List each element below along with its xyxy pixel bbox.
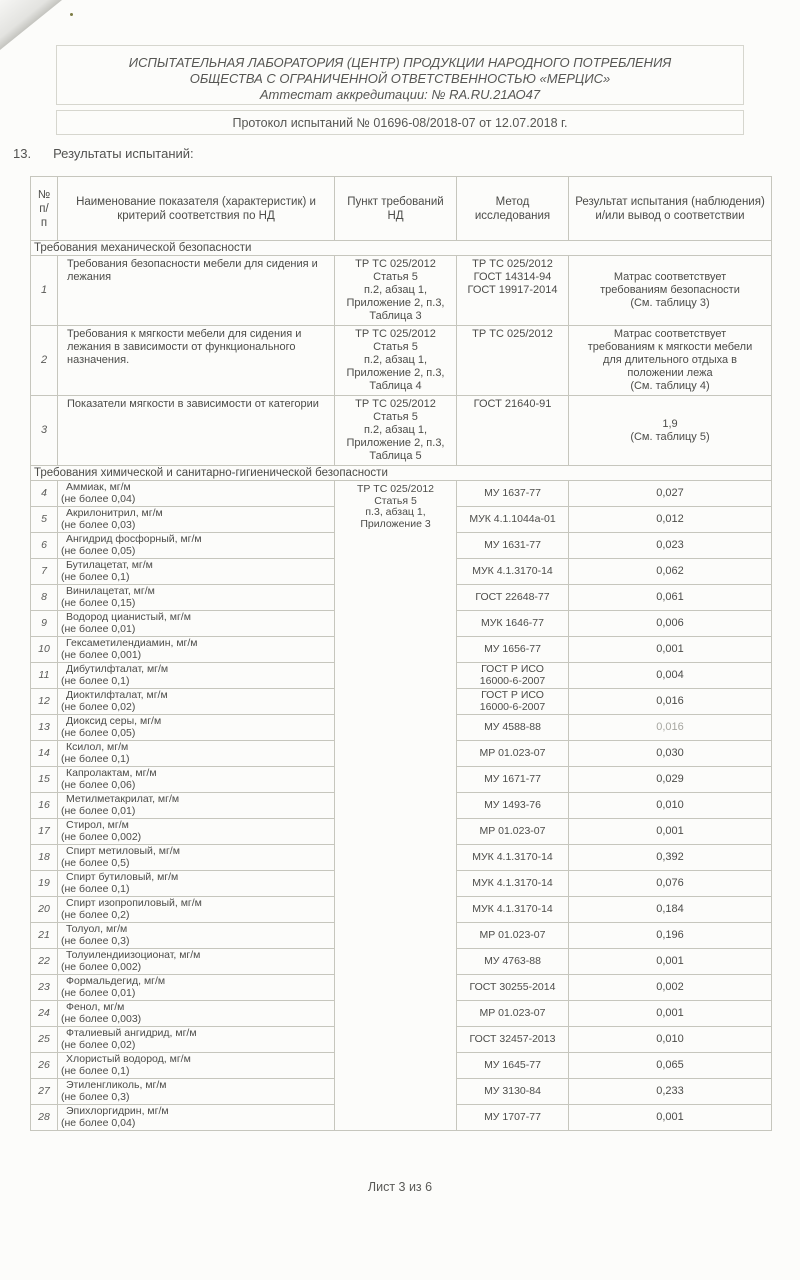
method-cell: МУ 4588-88: [457, 715, 569, 741]
method-cell: ГОСТ Р ИСО 16000-6-2007: [457, 663, 569, 689]
method-cell: ТР ТС 025/2012 ГОСТ 14314-94 ГОСТ 19917-2014: [457, 256, 569, 326]
row-number-cell: 20: [31, 897, 58, 923]
section-number: 13.: [13, 146, 32, 161]
row-number-cell: 5: [31, 507, 58, 533]
col-header-result: Результат испытания (наблюдения) и/или вывод о соответствии: [569, 177, 772, 241]
result-cell: 0,030: [569, 741, 772, 767]
result-cell: Матрас соответствует требованиям к мягкости мебели для длительного отдыха в положении лежа (См. таблицу 4): [569, 326, 772, 396]
indicator-name-cell: Капролактам, мг/м (не более 0,06): [58, 767, 335, 793]
nd-clause-cell: ТР ТС 025/2012 Статья 5 п.2, абзац 1, Приложение 2, п.3, Таблица 4: [335, 326, 457, 396]
test-results-table: [30, 176, 772, 1131]
indicator-name-cell: Этиленгликоль, мг/м (не более 0,3): [58, 1079, 335, 1105]
result-cell: 0,392: [569, 845, 772, 871]
indicator-name-cell: Водород цианистый, мг/м (не более 0,01): [58, 611, 335, 637]
scan-speck: [70, 13, 73, 16]
indicator-name-cell: Гексаметилендиамин, мг/м (не более 0,001): [58, 637, 335, 663]
table-row: [31, 396, 772, 466]
result-cell: 0,233: [569, 1079, 772, 1105]
row-number-cell: 11: [31, 663, 58, 689]
indicator-name-cell: Винилацетат, мг/м (не более 0,15): [58, 585, 335, 611]
method-cell: ГОСТ 22648-77: [457, 585, 569, 611]
method-cell: МУК 4.1.1044а-01: [457, 507, 569, 533]
indicator-name-cell: Показатели мягкости в зависимости от категории: [58, 396, 335, 466]
method-cell: ГОСТ Р ИСО 16000-6-2007: [457, 689, 569, 715]
indicator-name-cell: Акрилонитрил, мг/м (не более 0,03): [58, 507, 335, 533]
nd-clause-cell: ТР ТС 025/2012 Статья 5 п.3, абзац 1, Приложение 3: [335, 481, 457, 1131]
row-number-cell: 27: [31, 1079, 58, 1105]
row-number-cell: 8: [31, 585, 58, 611]
indicator-name-cell: Стирол, мг/м (не более 0,002): [58, 819, 335, 845]
row-number-cell: 24: [31, 1001, 58, 1027]
row-number-cell: 6: [31, 533, 58, 559]
row-number-cell: 3: [31, 396, 58, 466]
indicator-name-cell: Фенол, мг/м (не более 0,003): [58, 1001, 335, 1027]
row-number-cell: 13: [31, 715, 58, 741]
indicator-name-cell: Бутилацетат, мг/м (не более 0,1): [58, 559, 335, 585]
indicator-name-cell: Толуилендиизоционат, мг/м (не более 0,002): [58, 949, 335, 975]
result-cell: 0,023: [569, 533, 772, 559]
method-cell: МУ 1656-77: [457, 637, 569, 663]
result-cell: 0,006: [569, 611, 772, 637]
method-cell: МР 01.023-07: [457, 923, 569, 949]
indicator-name-cell: Диоктилфталат, мг/м (не более 0,02): [58, 689, 335, 715]
row-number-cell: 21: [31, 923, 58, 949]
indicator-name-cell: Формальдегид, мг/м (не более 0,01): [58, 975, 335, 1001]
method-cell: МУ 4763-88: [457, 949, 569, 975]
col-header-nd-clause: Пункт требований НД: [335, 177, 457, 241]
method-cell: МУК 4.1.3170-14: [457, 845, 569, 871]
nd-clause-cell: ТР ТС 025/2012 Статья 5 п.2, абзац 1, Приложение 2, п.3, Таблица 5: [335, 396, 457, 466]
result-cell: 0,012: [569, 507, 772, 533]
row-number-cell: 23: [31, 975, 58, 1001]
indicator-name-cell: Спирт метиловый, мг/м (не более 0,5): [58, 845, 335, 871]
indicator-name-cell: Требования к мягкости мебели для сидения и лежания в зависимости от функционального назначения.: [58, 326, 335, 396]
method-cell: МР 01.023-07: [457, 819, 569, 845]
row-number-cell: 10: [31, 637, 58, 663]
row-number-cell: 26: [31, 1053, 58, 1079]
col-header-method: Метод исследования: [457, 177, 569, 241]
method-cell: МР 01.023-07: [457, 741, 569, 767]
row-number-cell: 18: [31, 845, 58, 871]
page-footer: Лист 3 из 6: [367, 1180, 433, 1194]
row-number-cell: 22: [31, 949, 58, 975]
result-cell: 0,027: [569, 481, 772, 507]
method-cell: МУ 1631-77: [457, 533, 569, 559]
indicator-name-cell: Спирт бутиловый, мг/м (не более 0,1): [58, 871, 335, 897]
method-cell: МУ 1707-77: [457, 1105, 569, 1131]
result-cell: 0,062: [569, 559, 772, 585]
result-cell: 1,9 (См. таблицу 5): [569, 396, 772, 466]
indicator-name-cell: Фталиевый ангидрид, мг/м (не более 0,02): [58, 1027, 335, 1053]
row-number-cell: 16: [31, 793, 58, 819]
lab-name-line2: ОБЩЕСТВА С ОГРАНИЧЕННОЙ ОТВЕТСТВЕННОСТЬЮ «МЕРЦИС»: [189, 71, 611, 86]
result-cell: 0,001: [569, 1105, 772, 1131]
method-cell: МУ 1493-76: [457, 793, 569, 819]
method-cell: МУ 1637-77: [457, 481, 569, 507]
table-row: [31, 481, 772, 507]
row-number-cell: 9: [31, 611, 58, 637]
result-cell: 0,004: [569, 663, 772, 689]
col-header-indicator: Наименование показателя (характеристик) и критерий соответствия по НД: [58, 177, 335, 241]
section-label: Результаты испытаний:: [53, 146, 194, 161]
result-cell: 0,016: [569, 715, 772, 741]
indicator-name-cell: Хлористый водород, мг/м (не более 0,1): [58, 1053, 335, 1079]
indicator-name-cell: Ангидрид фосфорный, мг/м (не более 0,05): [58, 533, 335, 559]
row-number-cell: 12: [31, 689, 58, 715]
row-number-cell: 25: [31, 1027, 58, 1053]
indicator-name-cell: Дибутилфталат, мг/м (не более 0,1): [58, 663, 335, 689]
accreditation-line: Аттестат аккредитации: № RA.RU.21АО47: [259, 87, 541, 102]
result-cell: 0,061: [569, 585, 772, 611]
indicator-name-cell: Ксилол, мг/м (не более 0,1): [58, 741, 335, 767]
row-number-cell: 4: [31, 481, 58, 507]
result-cell: 0,065: [569, 1053, 772, 1079]
method-cell: МУК 1646-77: [457, 611, 569, 637]
indicator-name-cell: Метилметакрилат, мг/м (не более 0,01): [58, 793, 335, 819]
method-cell: МУК 4.1.3170-14: [457, 897, 569, 923]
row-number-cell: 28: [31, 1105, 58, 1131]
method-cell: МУ 1671-77: [457, 767, 569, 793]
result-cell: 0,184: [569, 897, 772, 923]
method-cell: ГОСТ 21640-91: [457, 396, 569, 466]
result-cell: 0,010: [569, 793, 772, 819]
method-cell: МУК 4.1.3170-14: [457, 559, 569, 585]
protocol-number-line: Протокол испытаний № 01696-08/2018-07 от 12.07.2018 г.: [232, 116, 568, 130]
row-number-cell: 1: [31, 256, 58, 326]
row-number-cell: 2: [31, 326, 58, 396]
row-number-cell: 15: [31, 767, 58, 793]
results-section-title: [13, 146, 194, 161]
result-cell: 0,076: [569, 871, 772, 897]
col-header-num: № п/п: [31, 177, 58, 241]
result-cell: Матрас соответствует требованиям безопасности (См. таблицу 3): [569, 256, 772, 326]
table-row: [31, 326, 772, 396]
method-cell: МР 01.023-07: [457, 1001, 569, 1027]
page-corner-fold: [0, 0, 62, 50]
result-cell: 0,029: [569, 767, 772, 793]
result-cell: 0,001: [569, 819, 772, 845]
method-cell: ГОСТ 30255-2014: [457, 975, 569, 1001]
result-cell: 0,001: [569, 1001, 772, 1027]
indicator-name-cell: Спирт изопропиловый, мг/м (не более 0,2): [58, 897, 335, 923]
indicator-name-cell: Диоксид серы, мг/м (не более 0,05): [58, 715, 335, 741]
table-header-row: [31, 177, 772, 241]
table-body: [31, 241, 772, 1131]
result-cell: 0,010: [569, 1027, 772, 1053]
result-cell: 0,002: [569, 975, 772, 1001]
result-cell: 0,196: [569, 923, 772, 949]
indicator-name-cell: Аммиак, мг/м (не более 0,04): [58, 481, 335, 507]
row-number-cell: 19: [31, 871, 58, 897]
section-header-row: [31, 466, 772, 481]
method-cell: МУ 3130-84: [457, 1079, 569, 1105]
table-row: [31, 256, 772, 326]
protocol-header-box: [56, 110, 744, 135]
lab-header-box: [56, 45, 744, 105]
row-number-cell: 17: [31, 819, 58, 845]
method-cell: ГОСТ 32457-2013: [457, 1027, 569, 1053]
method-cell: МУ 1645-77: [457, 1053, 569, 1079]
section-header-label: Требования химической и санитарно-гигиенической безопасности: [31, 466, 772, 481]
result-cell: 0,001: [569, 949, 772, 975]
section-header-row: [31, 241, 772, 256]
indicator-name-cell: Требования безопасности мебели для сидения и лежания: [58, 256, 335, 326]
result-cell: 0,001: [569, 637, 772, 663]
nd-clause-cell: ТР ТС 025/2012 Статья 5 п.2, абзац 1, Приложение 2, п.3, Таблица 3: [335, 256, 457, 326]
row-number-cell: 14: [31, 741, 58, 767]
method-cell: ТР ТС 025/2012: [457, 326, 569, 396]
section-header-label: Требования механической безопасности: [31, 241, 772, 256]
method-cell: МУК 4.1.3170-14: [457, 871, 569, 897]
result-cell: 0,016: [569, 689, 772, 715]
row-number-cell: 7: [31, 559, 58, 585]
indicator-name-cell: Толуол, мг/м (не более 0,3): [58, 923, 335, 949]
indicator-name-cell: Эпихлоргидрин, мг/м (не более 0,04): [58, 1105, 335, 1131]
lab-name-line1: ИСПЫТАТЕЛЬНАЯ ЛАБОРАТОРИЯ (ЦЕНТР) ПРОДУКЦИИ НАРОДНОГО ПОТРЕБЛЕНИЯ: [128, 55, 672, 70]
